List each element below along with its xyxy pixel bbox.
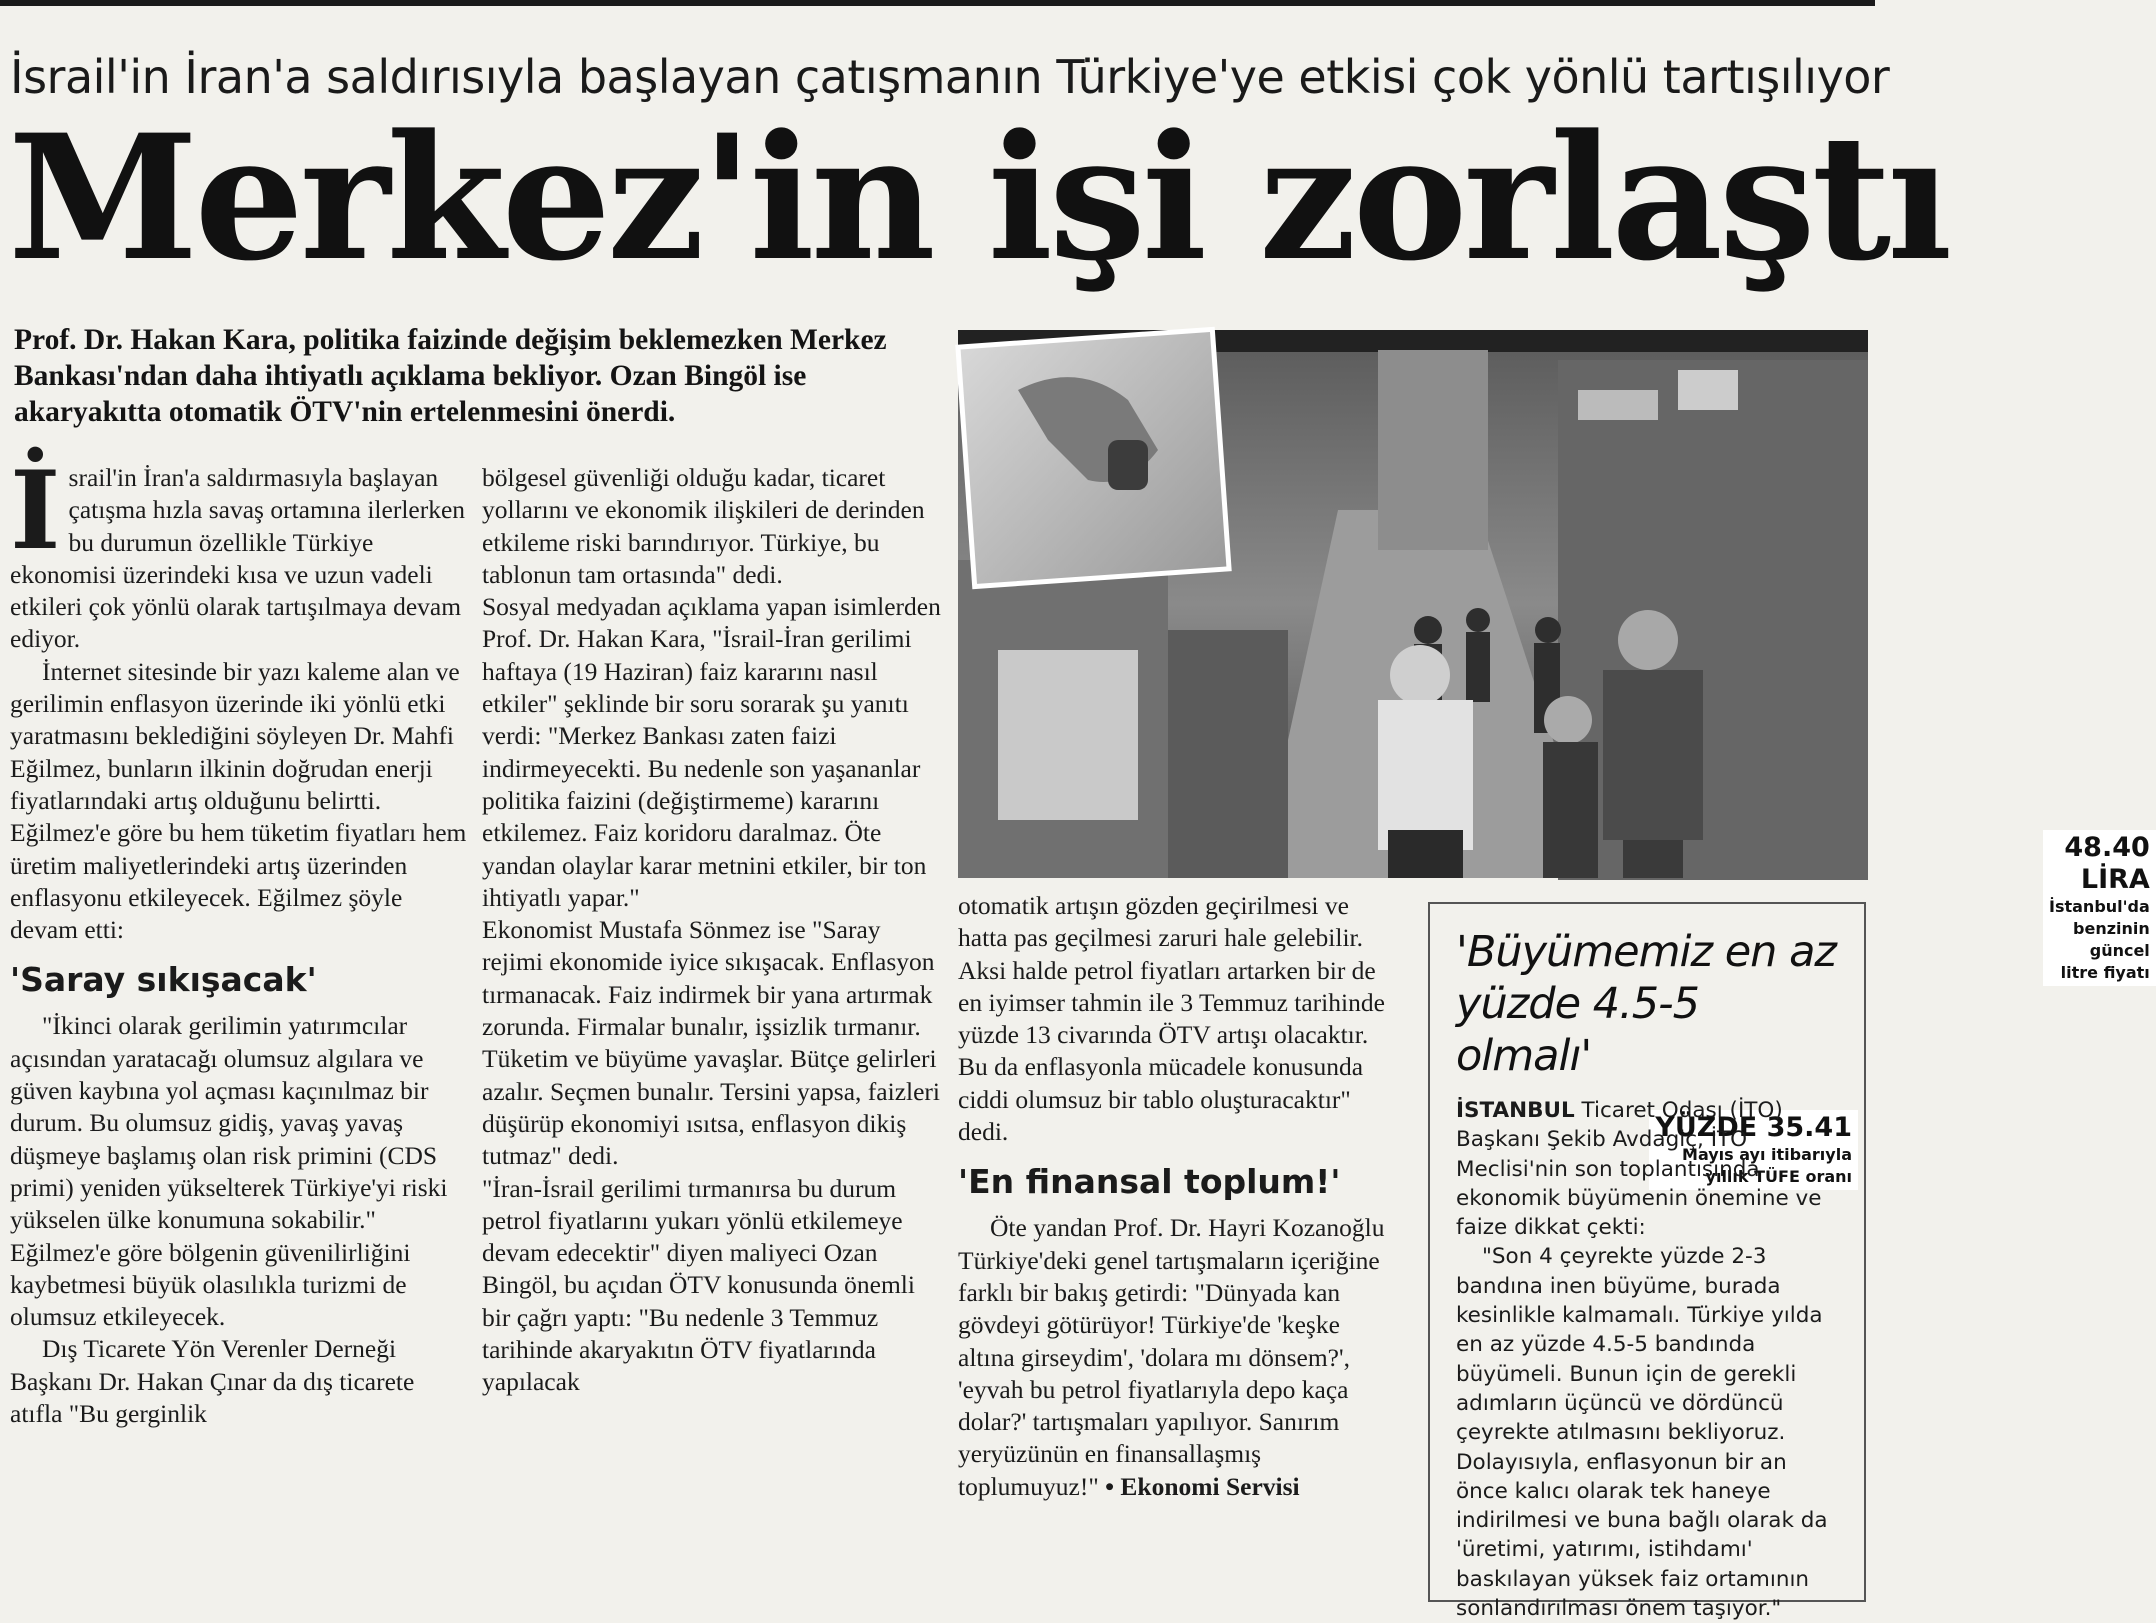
- sidebar-paragraph-text: Ticaret Odası (İTO) Başkanı Şekib Avdagiç, İTO Meclisi'nin son toplantısında ekonomik büyümenin önemine ve faize dikkat çekti:: [1456, 1098, 1822, 1241]
- subheading: 'En finansal toplum!': [958, 1162, 1341, 1202]
- kicker: İsrail'in İran'a saldırısıyla başlayan çatışmanın Türkiye'ye etkisi çok yönlü tartışılıyor: [10, 50, 1890, 104]
- article-column-2: [482, 462, 947, 1399]
- sidebar-quote: "Son 4 çeyrekte yüzde 2-3 bandına inen büyüme, burada kesinlikle kalmamalı. Türkiye yılda en az yüzde 4.5-5 bandında büyümeli. Bunun için de gerekli adımların üçüncü ve dördüncü çeyrekte atılmasını bekliyoruz. Dolayısıyla, enflasyonun bir an önce kalıcı olarak tek haneye indirilmesi ve buna bağlı olarak da 'üretimi, yatırımı, istihdamı' baskılayan yüksek faiz ortamının sonlandırılması önem taşıyor.": [1456, 1244, 1828, 1622]
- paragraph-text: Öte yandan Prof. Dr. Hayri Kozanoğlu Türkiye'deki genel tartışmaların içeriğine farklı bir bakış getirdi: "Dünyada kan gövdeyi götürüyor! Türkiye'de 'keşke altına girseydim', 'dolara mı dönsem?', 'eyvah bu petrol fiyatlarıyla depo kaça dolar?' tartışmaları yapılıyor. Sanırım yeryüzünün en finansallaşmış toplumuyuz!": [958, 1213, 1385, 1501]
- paragraph: Sosyal medyadan açıklama yapan isimlerden Prof. Dr. Hakan Kara, "İsrail-İran gerilimi haftaya (19 Haziran) faiz kararını nasıl etkiler" şeklinde bir soru sorarak şu yanıtı verdi: "Merkez Bankası zaten faizi indirmeyecekti. Bu nedenle son yaşananlar politika faizini (değiştirmeme) kararını etkilemez. Faiz koridoru daralmaz. Öte yandan olaylar karar metnini etkiler, bir ton ihtiyatlı yapar.": [482, 592, 941, 912]
- headline: Merkez'in işi zorlaştı: [8, 96, 1949, 299]
- article-column-1: [10, 448, 472, 1430]
- sidebar-title: 'Büyümemiz en az yüzde 4.5-5 olmalı': [1456, 927, 1836, 1081]
- fuel-price-label-2: güncel litre fiyatı: [2060, 941, 2150, 982]
- inflation-label-2: yıllık TÜFE oranı: [1705, 1167, 1852, 1186]
- paragraph: Dış Ticarete Yön Verenler Derneği Başkanı Dr. Hakan Çınar da dış ticarete atıfla "Bu gerginlik: [10, 1334, 415, 1429]
- deck: Prof. Dr. Hakan Kara, politika faizinde değişim beklemezken Merkez Bankası'ndan daha ihtiyatlı açıklama bekliyor. Ozan Bingöl ise akaryakıtta otomatik ÖTV'nin ertelenmesini önerdi.: [14, 324, 887, 428]
- sidebar-paragraph: [1456, 1096, 1842, 1242]
- inflation-label-1: Mayıs ayı itibarıyla: [1682, 1145, 1852, 1164]
- paragraph: İnternet sitesinde bir yazı kaleme alan ve gerilimin enflasyon üzerinde iki yönlü etki yaratmasını beklediğini söyleyen Dr. Mahfi Eğilmez, bunların ilkinin doğrudan enerji fiyatlarındaki artış olduğunu belirtti. Eğilmez'e göre bu hem tüketim fiyatları hem üretim maliyetlerindeki artış üzerinden enflasyonu etkileyecek. Eğilmez şöyle devam etti:: [10, 656, 467, 945]
- paragraph: otomatik artışın gözden geçirilmesi ve hatta pas geçilmesi zaruri hale gelebilir. Aksi halde petrol fiyatları artarken bir de en iyimser tahmin ile 3 Temmuz tarihinde yüzde 13 civarında ÖTV artışı olacaktır. Bu da enflasyonla mücadele konusunda ciddi olumsuz bir tablo oluşturacaktır" dedi.: [958, 891, 1385, 1147]
- fuel-price-label-1: İstanbul'da benzinin: [2049, 897, 2150, 938]
- street-market-image: [958, 330, 1868, 878]
- sidebar-lead: İSTANBUL: [1456, 1098, 1575, 1123]
- fuel-price-caption: [2043, 830, 2156, 986]
- top-rule: [0, 0, 1875, 6]
- inflation-value: YÜZDE 35.41: [1655, 1112, 1852, 1143]
- drop-cap: İ: [10, 448, 61, 574]
- subheading: 'Saray sıkışacak': [10, 960, 317, 1000]
- byline: • Ekonomi Servisi: [1105, 1471, 1300, 1501]
- paragraph: srail'in İran'a saldırmasıyla başlayan çatışma hızla savaş ortamına ilerlerken bu durumun özellikle Türkiye ekonomisi üzerindeki kısa ve uzun vadeli etkileri çok yönlü olarak tartışılmaya devam ediyor.: [10, 463, 466, 654]
- sidebar-text: [1456, 1096, 1842, 1623]
- paragraph: "İkinci olarak gerilimin yatırımcılar açısından yaratacağı olumsuz algılara ve güven kaybına yol açması kaçınılmaz bir durum. Bu olumsuz gidiş, yavaş yavaş düşmeye başlamış olan risk primini (CDS primi) yeniden yükselterek Türkiye'yi riski yükselen ülke konumuna sokabilir." Eğilmez'e göre bölgenin güvenilirliğini kaybetmesi büyük olasılıkla turizmi de olumsuz etkileyecek.: [10, 1011, 448, 1332]
- sidebar-box: [1428, 902, 1866, 1622]
- paragraph: bölgesel güvenliği olduğu kadar, ticaret yollarını ve ekonomik ilişkileri de derinden etkileme riski barındırıyor. Türkiye, bu tablonun tam ortasında" dedi.: [482, 463, 925, 589]
- paragraph: Ekonomist Mustafa Sönmez ise "Saray rejimi ekonomide iyice sıkışacak. Enflasyon tırmanacak. Faiz indirmek bir yana artırmak zorunda. Firmalar bunalır, işsizlik tırmanır. Tüketim ve büyüme yavaşlar. Bütçe gelirleri azalır. Seçmen bunalır. Tersini yapsa, faizleri düşürüp ekonomiyi ısıtsa, enflasyon dikiş tutmaz" dedi.: [482, 915, 940, 1171]
- fuel-price-value: 48.40 LİRA: [2064, 832, 2150, 895]
- paragraph: [958, 1212, 1396, 1503]
- paragraph: "İran-İsrail gerilimi tırmanırsa bu durum petrol fiyatlarını yukarı yönlü etkilemeye devam edecektir" diyen maliyeci Ozan Bingöl, bu açıdan ÖTV konusunda önemli bir çağrı yaptı: "Bu nedenle 3 Temmuz tarihinde akaryakıtın ÖTV fiyatlarında yapılacak: [482, 1173, 915, 1397]
- article-column-3: [958, 890, 1396, 1503]
